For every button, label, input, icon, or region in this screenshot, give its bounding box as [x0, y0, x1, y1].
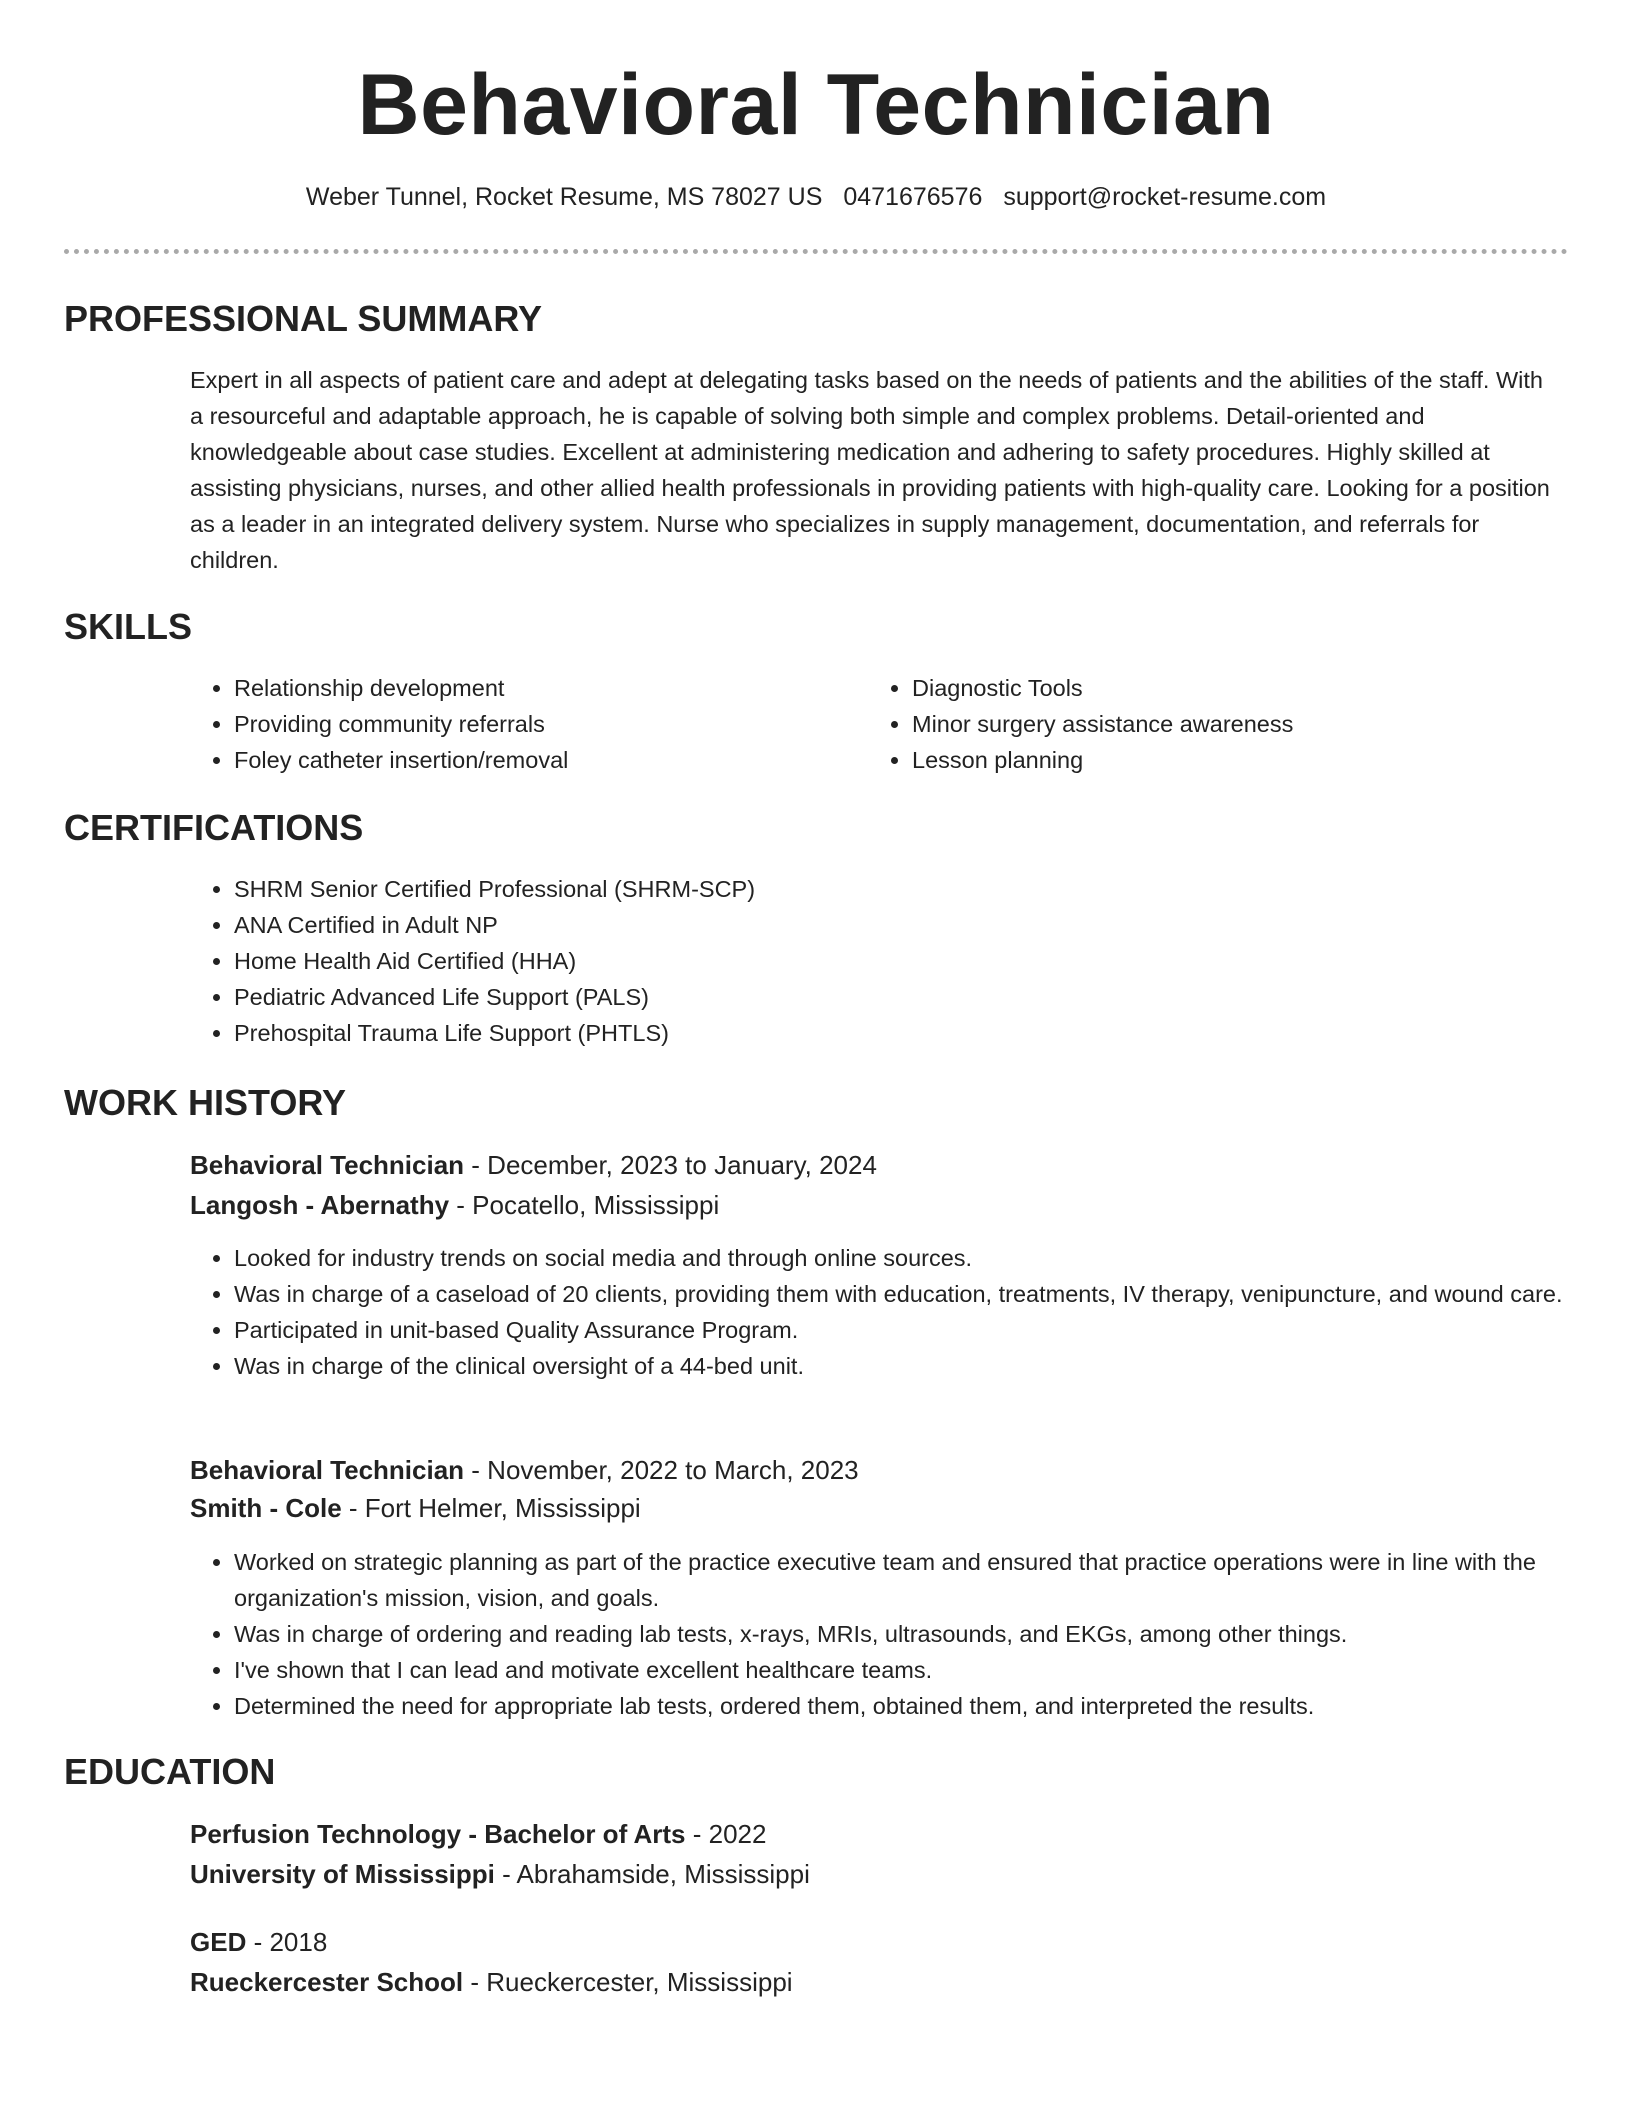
- list-item: • SHRM Senior Certified Professional (SHRM-SCP): [234, 871, 1534, 907]
- list-item: • Was in charge of a caseload of 20 clients, providing them with education, treatments, IV therapy, venipuncture, and wound care.: [234, 1276, 1570, 1312]
- header-divider: [64, 249, 1568, 254]
- list-item: • Providing community referrals: [234, 706, 854, 742]
- education-1-school-line: [190, 1856, 810, 1892]
- list-item: • Was in charge of the clinical oversight of a 44-bed unit.: [234, 1348, 1570, 1384]
- skills-list-left: [190, 670, 854, 778]
- list-item: • Looked for industry trends on social media and through online sources.: [234, 1240, 1570, 1276]
- certifications-list: [190, 871, 1534, 1051]
- candidate-name: Behavioral Technician: [357, 57, 1275, 153]
- list-item: • Foley catheter insertion/removal: [234, 742, 854, 778]
- education-2-degree-line: [190, 1924, 327, 1960]
- education-1-degree: Perfusion Technology - Bachelor of Arts: [190, 1819, 686, 1849]
- list-item: • Lesson planning: [912, 742, 1572, 778]
- education-2-degree: GED: [190, 1927, 247, 1957]
- list-item: • Minor surgery assistance awareness: [912, 706, 1572, 742]
- education-1-location: - Abrahamside, Mississippi: [494, 1859, 810, 1889]
- education-2-school: Rueckercester School: [190, 1967, 464, 1997]
- education-2-school-line: [190, 1964, 793, 2000]
- list-item: • Worked on strategic planning as part of the practice executive team and ensured that practice operations were in line with the organization's mission, vision, and goals.: [234, 1544, 1570, 1616]
- education-1-school: University of Mississippi: [190, 1859, 495, 1889]
- job-2-bullets: [190, 1544, 1570, 1724]
- contact-email: support@rocket-resume.com: [1003, 183, 1327, 211]
- summary-text: Expert in all aspects of patient care and adept at delegating tasks based on the needs of patients and the abilities of the staff. With a resourceful and adaptable approach, he is capable of solving both simple and complex problems. Detail-oriented and knowledgeable about case studies. Excellent at administering medication and adhering to safety procedures. Highly skilled at assisting physicians, nurses, and other allied health professionals in providing patients with high-quality care. Looking for a position as a leader in an integrated delivery system. Nurse who specializes in supply management, documentation, and referrals for children.: [190, 367, 1550, 573]
- education-1-degree-line: [190, 1816, 766, 1852]
- education-heading: EDUCATION: [64, 1751, 276, 1792]
- list-item: • Relationship development: [234, 670, 854, 706]
- job-2-dates: - November, 2022 to March, 2023: [464, 1455, 859, 1485]
- list-item: • Was in charge of ordering and reading lab tests, x-rays, MRIs, ultrasounds, and EKGs, among other things.: [234, 1616, 1570, 1652]
- list-item: • I've shown that I can lead and motivate excellent healthcare teams.: [234, 1652, 1570, 1688]
- list-item: • Participated in unit-based Quality Assurance Program.: [234, 1312, 1570, 1348]
- job-1-employer-line: [190, 1187, 719, 1223]
- job-1-title-line: [190, 1147, 877, 1183]
- list-item: • ANA Certified in Adult NP: [234, 907, 1534, 943]
- job-1-bullets: [190, 1240, 1570, 1384]
- job-2-title-line: [190, 1452, 859, 1488]
- job-2-role: Behavioral Technician: [190, 1455, 465, 1485]
- job-1-dates: - December, 2023 to January, 2024: [464, 1150, 877, 1180]
- contact-phone: 0471676576: [843, 183, 983, 211]
- job-1-role: Behavioral Technician: [190, 1150, 465, 1180]
- certifications-heading: CERTIFICATIONS: [64, 807, 364, 848]
- job-1-employer: Langosh - Abernathy: [190, 1190, 450, 1220]
- list-item: • Prehospital Trauma Life Support (PHTLS): [234, 1015, 1534, 1051]
- list-item: • Home Health Aid Certified (HHA): [234, 943, 1534, 979]
- skills-heading: SKILLS: [64, 606, 193, 647]
- list-item: • Diagnostic Tools: [912, 670, 1572, 706]
- summary-heading: PROFESSIONAL SUMMARY: [64, 298, 543, 339]
- contact-line: [0, 180, 1632, 214]
- contact-address: Weber Tunnel, Rocket Resume, MS 78027 US: [305, 183, 823, 211]
- education-1-year: - 2022: [685, 1819, 767, 1849]
- list-item: • Pediatric Advanced Life Support (PALS): [234, 979, 1534, 1015]
- work-history-heading: WORK HISTORY: [64, 1082, 347, 1123]
- job-2-employer-line: [190, 1490, 641, 1526]
- education-2-year: - 2018: [246, 1927, 328, 1957]
- education-2-location: - Rueckercester, Mississippi: [463, 1967, 793, 1997]
- list-item: • Determined the need for appropriate lab tests, ordered them, obtained them, and interpreted the results.: [234, 1688, 1570, 1724]
- job-1-location: - Pocatello, Mississippi: [449, 1190, 720, 1220]
- job-2-location: - Fort Helmer, Mississippi: [341, 1493, 641, 1523]
- job-2-employer: Smith - Cole: [190, 1493, 342, 1523]
- skills-list-right: [868, 670, 1572, 778]
